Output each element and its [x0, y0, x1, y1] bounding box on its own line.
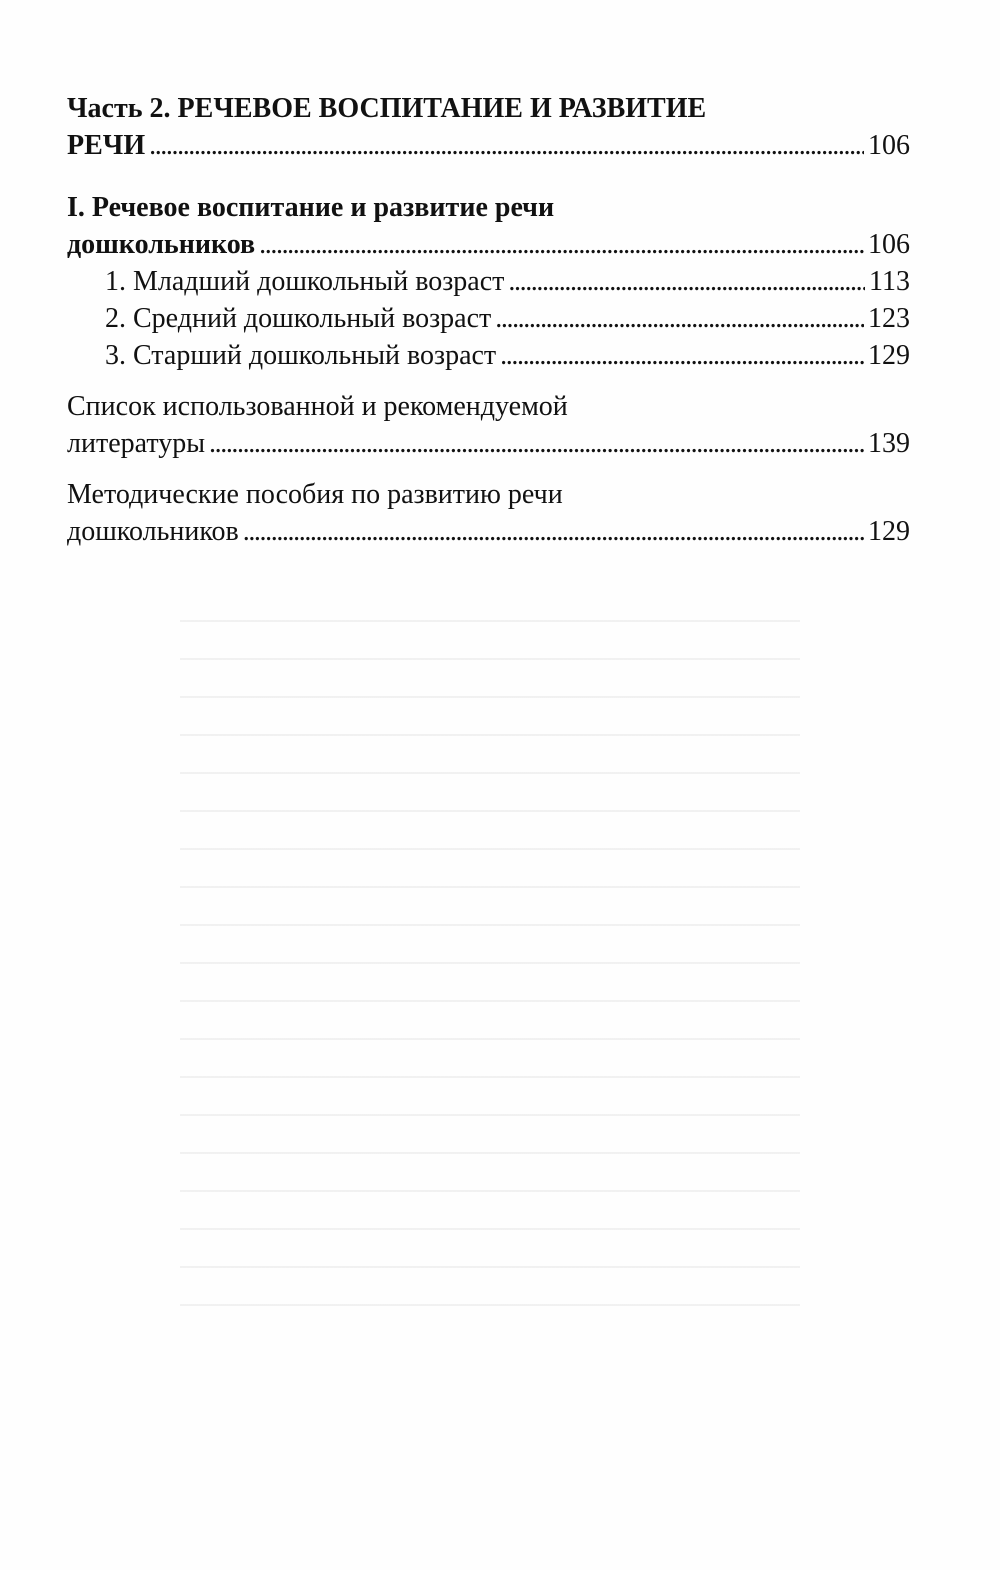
toc-entry-title: 1. Младший дошкольный возраст [105, 266, 505, 297]
toc-entry-title-line1: Список использованной и рекомендуемой [67, 391, 568, 422]
toc-entry-title-row [67, 127, 910, 164]
dot-leader [259, 226, 864, 263]
dot-leader [243, 513, 864, 550]
dot-leader [495, 300, 864, 337]
show-through-texture [180, 620, 800, 1320]
toc-entry-title-line2: РЕЧИ [67, 130, 146, 161]
toc-page-number: 129 [868, 516, 910, 547]
dot-leader [209, 425, 864, 462]
toc-entry-title-line2: литературы [67, 428, 206, 459]
toc-page-number: 123 [868, 303, 910, 334]
toc-entry-title-row [105, 263, 910, 300]
dot-leader [149, 127, 864, 164]
toc-page-number: 113 [869, 266, 910, 297]
toc-entry-title-row [105, 300, 910, 337]
toc-page-number: 139 [868, 428, 910, 459]
toc-entry-section-1 [67, 189, 910, 263]
toc-entry-title-line1: Часть 2. РЕЧЕВОЕ ВОСПИТАНИЕ И РАЗВИТИЕ [67, 93, 707, 124]
toc-entry-subsection-2 [67, 300, 910, 337]
toc-entry-title: 3. Старший дошкольный возраст [105, 340, 497, 371]
table-of-contents [67, 90, 910, 550]
toc-page-number: 106 [868, 130, 910, 161]
toc-page-number: 129 [868, 340, 910, 371]
toc-entry-subsection-3 [67, 337, 910, 374]
toc-entry-title-row [67, 425, 910, 462]
toc-page-number: 106 [868, 229, 910, 260]
toc-entry-title-line2: дошкольников [67, 229, 256, 260]
toc-entry-part-2 [67, 90, 910, 164]
toc-entry-title-line1: I. Речевое воспитание и развитие речи [67, 192, 555, 223]
toc-entry-title-row [67, 226, 910, 263]
toc-entry-title-line1: Методические пособия по развитию речи [67, 479, 563, 510]
toc-entry-title-line2: дошкольников [67, 516, 239, 547]
toc-entry-subsection-1 [67, 263, 910, 300]
toc-entry-title: 2. Средний дошкольный возраст [105, 303, 492, 334]
toc-entry-title-row [105, 337, 910, 374]
toc-entry-title-row [67, 513, 910, 550]
toc-entry-references [67, 388, 910, 462]
dot-leader [508, 263, 865, 300]
toc-entry-methodical-aids [67, 476, 910, 550]
dot-leader [500, 337, 864, 374]
